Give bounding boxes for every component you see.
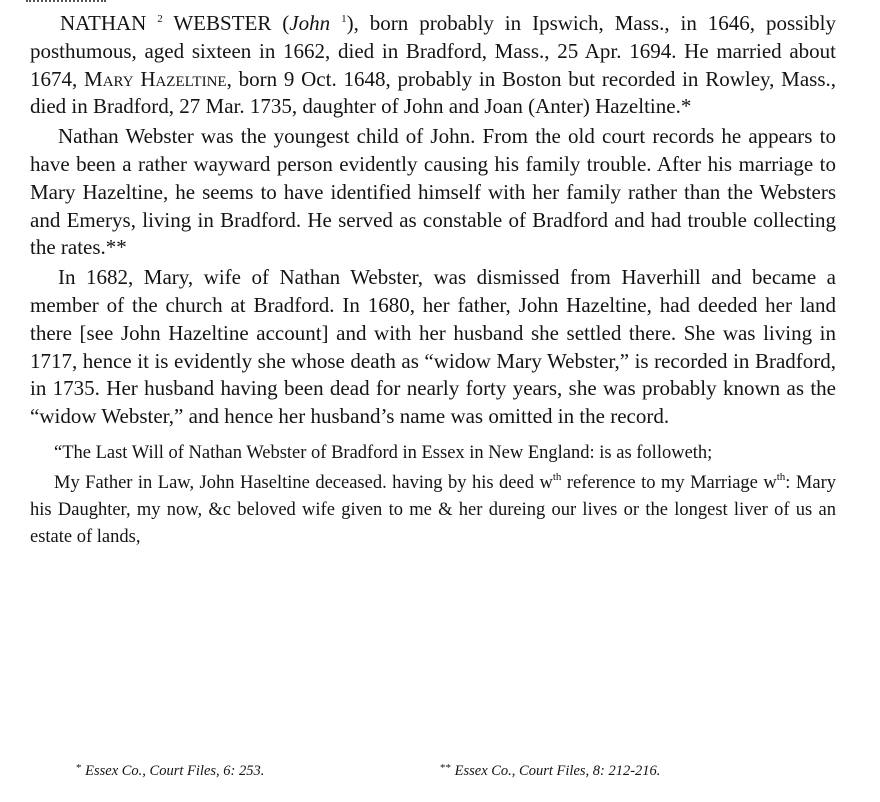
footnote xyxy=(440,762,660,780)
will-superscript: th xyxy=(776,470,786,483)
footnote-text: Essex Co., Court Files, 8: 212-216. xyxy=(454,763,661,779)
will-text: reference to my Marriage w xyxy=(561,472,777,493)
footnote xyxy=(76,762,264,780)
will-quote-continued xyxy=(30,470,836,551)
will-quote: “The Last Will of Nathan Webster of Bradford in Essex in New England: is as followeth; xyxy=(54,442,713,463)
entry-name: NATHAN xyxy=(60,11,147,35)
entry-generation: 2 xyxy=(157,13,163,25)
entry-intro-text: , born probably in Ipswich, Mass., in 1646, possibly posthumous, aged sixteen in 1662, died in Bradford, Mass., 25 Apr. 1694. He married about 1674, xyxy=(30,11,837,91)
will-superscript: th xyxy=(552,470,562,483)
spouse-name: Mary Hazeltine xyxy=(84,66,227,91)
entry-paragraph: NATHAN $^2$ WEBSTER (John $^1$), born probably in Ipswich, Mass., in 1646, possibly posthumous, aged sixteen in 1662, died in Bradford, Mass., 25 Apr. 1694. He married about 1674, Mary Hazeltine, born 9 Oct. 1648, probably in Boston but recorded in Rowley, Mass., died in Bradford, 27 Mar. 1735, daughter of John and Joan (Anter) Hazeltine.* xyxy=(30,11,837,119)
body-paragraph: Nathan Webster was the youngest child of John. From the old court records he appears to have been a rather wayward person evidently causing his family trouble. After his marriage to Mary Hazeltine, he seems to have identified himself with her family rather than the Websters and Emerys, living in Bradford. He served as constable of Bradford and had trouble collecting the rates.** xyxy=(30,124,836,260)
parent-generation: 1 xyxy=(341,13,347,25)
page-top-rule xyxy=(26,0,106,5)
footnote-marker: * xyxy=(76,762,82,774)
document-page xyxy=(30,10,836,551)
footnote-marker: ** xyxy=(440,762,451,774)
body-paragraph: In 1682, Mary, wife of Nathan Webster, was dismissed from Haverhill and became a member of the church at Bradford. In 1680, her father, John Hazeltine, had deeded her land there [see John Hazeltine account] and with her husband she settled there. She was living in 1717, hence it is evidently she whose death as “widow Mary Webster,” is recorded in Bradford, in 1735. Her husband having been dead for nearly forty years, she was probably known as the “widow Webster,” and hence her husband’s name was omitted in the record. xyxy=(30,265,836,429)
will-text: My Father in Law, John Haseltine deceased. having by his deed w xyxy=(54,472,553,493)
footnote-text: Essex Co., Court Files, 6: 253. xyxy=(85,763,265,779)
will-text: : Mary his Daughter, my now, &c beloved wife given to me & her dureing our lives or the longest liver of us an estate of lands, xyxy=(30,472,836,547)
spouse-text: , born 9 Oct. 1648, probably in Boston but recorded in Rowley, Mass., died in Bradford, 27 Mar. 1735, daughter of John and Joan (Anter) Hazeltine.* xyxy=(30,66,837,119)
entry-surname: WEBSTER xyxy=(173,11,272,35)
parent-name: John xyxy=(289,11,331,35)
